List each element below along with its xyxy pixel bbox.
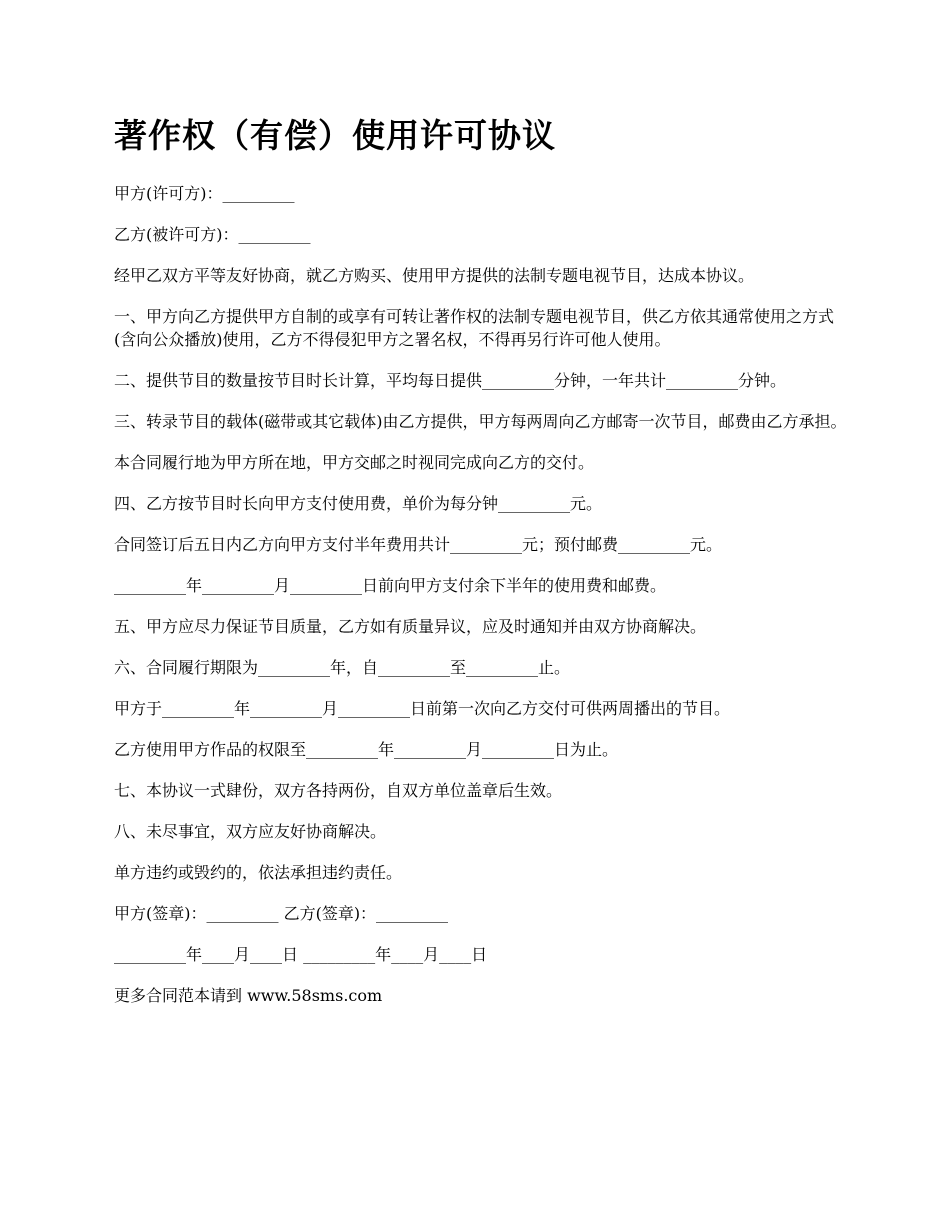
clause-5: 五、甲方应尽力保证节目质量，乙方如有质量异议，应及时通知并由双方协商解决。 xyxy=(114,617,707,636)
clause-3: 三、转录节目的载体(磁带或其它载体)由乙方提供，甲方每两周向乙方邮寄一次节目，邮费由乙方承担。 xyxy=(114,412,847,431)
footer-source-note: 更多合同范本请到 www.58sms.com xyxy=(114,986,383,1005)
clause-4: 四、乙方按节目时长向甲方支付使用费，单价为每分钟_________元。 xyxy=(114,494,603,513)
clause-7: 七、本协议一式肆份，双方各持两份，自双方单位盖章后生效。 xyxy=(114,781,563,800)
document-title: 著作权（有偿）使用许可协议 xyxy=(114,116,556,155)
clause-2: 二、提供节目的数量按节目时长计算，平均每日提供_________分钟，一年共计_________分钟。 xyxy=(114,371,787,390)
party-a-line: 甲方(许可方)：_________ xyxy=(114,184,295,203)
breach-clause: 单方违约或毁约的，依法承担违约责任。 xyxy=(114,863,403,882)
signature-line: 甲方(签章)：_________ 乙方(签章)：_________ xyxy=(114,904,449,923)
clause-3-performance-place: 本合同履行地为甲方所在地，甲方交邮之时视同完成向乙方的交付。 xyxy=(114,453,595,472)
clause-4-second-payment: _________年_________月_________日前向甲方支付余下半年的使用费和邮费。 xyxy=(114,576,667,595)
party-b-line: 乙方(被许可方)：_________ xyxy=(114,225,311,244)
signature-date-line: _________年____月____日 _________年____月____日 xyxy=(114,945,488,964)
intro-paragraph: 经甲乙双方平等友好协商，就乙方购买、使用甲方提供的法制专题电视节目，达成本协议。 xyxy=(114,266,755,285)
clause-6: 六、合同履行期限为_________年，自_________至_________止。 xyxy=(114,658,571,677)
clause-1: 一、甲方向乙方提供甲方自制的或享有可转让著作权的法制专题电视节目，供乙方依其通常使用之方式(含向公众播放)使用，乙方不得侵犯甲方之署名权，不得再另行许可他人使用。 xyxy=(114,307,835,349)
clause-4-first-payment: 合同签订后五日内乙方向甲方支付半年费用共计_________元；预付邮费_________元。 xyxy=(114,535,723,554)
clause-6-usage-term: 乙方使用甲方作品的权限至_________年_________月_________日为止。 xyxy=(114,740,619,759)
clause-8: 八、未尽事宜，双方应友好协商解决。 xyxy=(114,822,387,841)
clause-6-first-delivery: 甲方于_________年_________月_________日前第一次向乙方交付可供两周播出的节目。 xyxy=(114,699,731,718)
document-page xyxy=(114,112,854,1025)
